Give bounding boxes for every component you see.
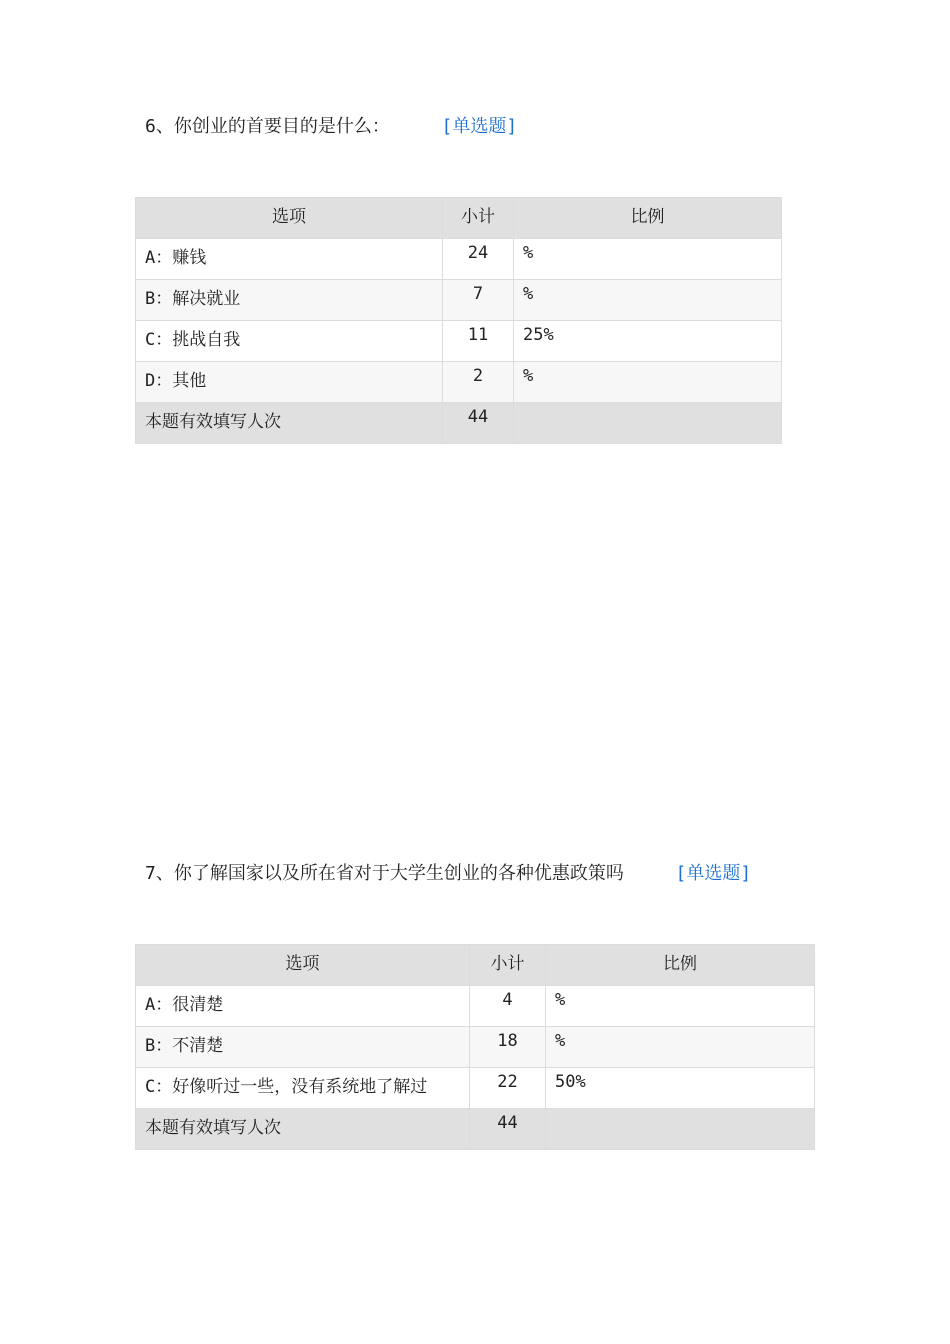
option-cell: C：好像听过一些，没有系统地了解过 xyxy=(136,1068,470,1109)
total-ratio xyxy=(514,403,782,444)
header-count: 小计 xyxy=(470,945,546,986)
count-cell: 4 xyxy=(470,986,546,1027)
ratio-cell: % xyxy=(514,239,782,280)
header-option: 选项 xyxy=(136,945,470,986)
count-cell: 22 xyxy=(470,1068,546,1109)
table-row xyxy=(136,362,782,403)
table-row xyxy=(136,986,815,1027)
option-cell: B：解决就业 xyxy=(136,280,443,321)
question-6-title xyxy=(145,115,517,139)
question-7-text: 7、你了解国家以及所在省对于大学生创业的各种优惠政策吗 xyxy=(145,863,624,884)
option-cell: C：挑战自我 xyxy=(136,321,443,362)
table-row xyxy=(136,280,782,321)
ratio-cell: 25% xyxy=(514,321,782,362)
question-6-results-table xyxy=(135,197,782,444)
ratio-cell: % xyxy=(514,280,782,321)
count-cell: 11 xyxy=(443,321,514,362)
question-7-results-table xyxy=(135,944,815,1150)
header-option: 选项 xyxy=(136,198,443,239)
header-ratio: 比例 xyxy=(514,198,782,239)
ratio-cell: % xyxy=(546,986,815,1027)
table-header-row xyxy=(136,945,815,986)
table-row xyxy=(136,1027,815,1068)
question-7-title xyxy=(145,862,751,886)
question-7-type-badge: [单选题] xyxy=(675,863,752,884)
question-6-text: 6、你创业的首要目的是什么： xyxy=(145,116,390,137)
ratio-cell: % xyxy=(546,1027,815,1068)
total-ratio xyxy=(546,1109,815,1150)
table-total-row xyxy=(136,403,782,444)
table-row xyxy=(136,239,782,280)
count-cell: 24 xyxy=(443,239,514,280)
header-ratio: 比例 xyxy=(546,945,815,986)
total-count: 44 xyxy=(470,1109,546,1150)
count-cell: 7 xyxy=(443,280,514,321)
ratio-cell: % xyxy=(514,362,782,403)
count-cell: 2 xyxy=(443,362,514,403)
option-cell: D：其他 xyxy=(136,362,443,403)
count-cell: 18 xyxy=(470,1027,546,1068)
table-row xyxy=(136,321,782,362)
option-cell: A：赚钱 xyxy=(136,239,443,280)
header-count: 小计 xyxy=(443,198,514,239)
option-cell: B：不清楚 xyxy=(136,1027,470,1068)
ratio-cell: 50% xyxy=(546,1068,815,1109)
option-cell: A：很清楚 xyxy=(136,986,470,1027)
table-header-row xyxy=(136,198,782,239)
total-label: 本题有效填写人次 xyxy=(136,403,443,444)
question-6-type-badge: [单选题] xyxy=(441,116,518,137)
table-row xyxy=(136,1068,815,1109)
total-count: 44 xyxy=(443,403,514,444)
total-label: 本题有效填写人次 xyxy=(136,1109,470,1150)
table-total-row xyxy=(136,1109,815,1150)
